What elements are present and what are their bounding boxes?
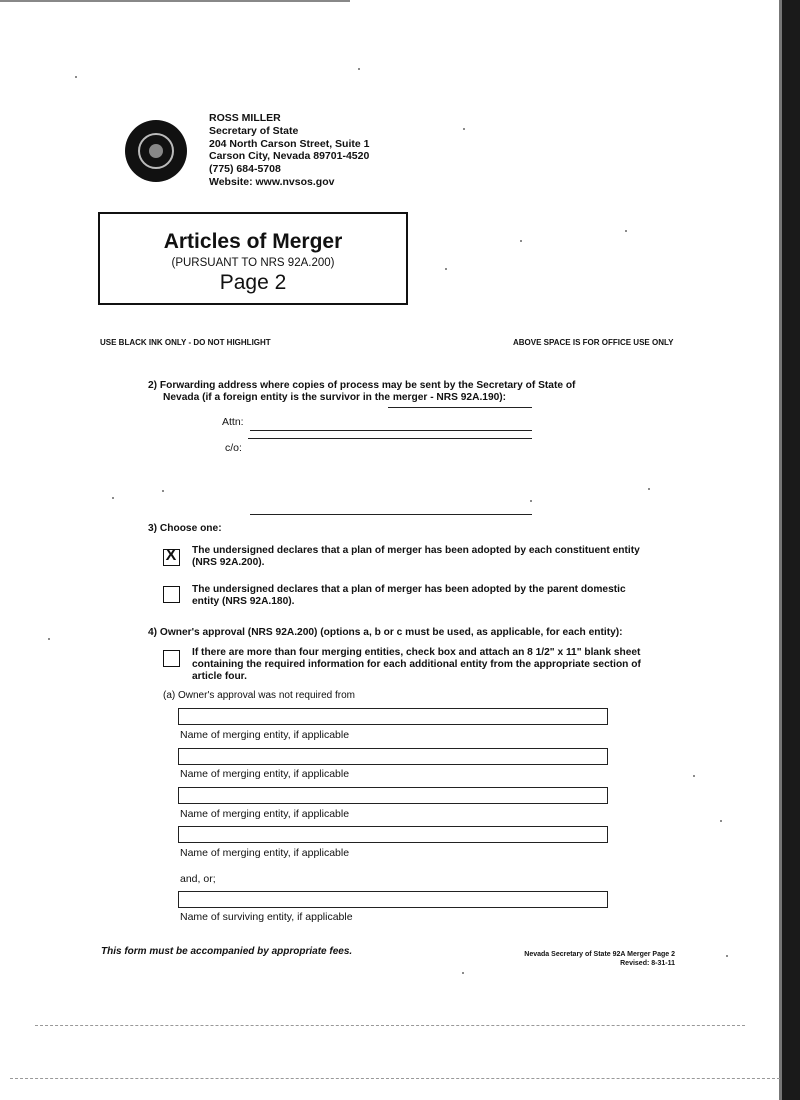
revised-date: Revised: 8-31-11 [620, 960, 675, 967]
attn-label: Attn: [222, 416, 244, 428]
scan-speck [648, 488, 650, 490]
scan-speck [693, 775, 695, 777]
merging-entity-field-2[interactable] [178, 748, 608, 765]
scan-speck [75, 76, 77, 78]
merging-entity-caption-2: Name of merging entity, if applicable [180, 768, 350, 780]
scan-speck [358, 68, 360, 70]
additional-entities-line-2: containing the required information for each additional entity from the appropriate section of [192, 659, 641, 670]
checkbox-x-mark: X [165, 547, 177, 564]
section-2-line-1: 2) Forwarding address where copies of process may be sent by the Secretary of State of [148, 380, 576, 391]
option-1-line-2: (NRS 92A.200). [192, 557, 265, 568]
form-subtitle: (PURSUANT TO NRS 92A.200) [171, 257, 335, 269]
merging-entity-caption-3: Name of merging entity, if applicable [180, 808, 350, 820]
scan-edge [782, 0, 800, 1100]
office-street: 204 North Carson Street, Suite 1 [209, 137, 370, 150]
merging-entity-caption-1: Name of merging entity, if applicable [180, 729, 350, 741]
scan-speck [112, 497, 114, 499]
option-2-line-1: The undersigned declares that a plan of merger has been adopted by the parent domestic [192, 584, 626, 595]
secretary-name: ROSS MILLER [209, 112, 281, 124]
merging-entity-caption-4: Name of merging entity, if applicable [180, 847, 350, 859]
rule [248, 438, 532, 439]
letterhead [209, 112, 369, 189]
office-phone: (775) 684-5708 [209, 163, 281, 176]
ink-note: USE BLACK INK ONLY - DO NOT HIGHLIGHT [100, 338, 271, 347]
surviving-entity-field[interactable] [178, 891, 608, 908]
scan-speck [162, 490, 164, 492]
additional-entities-line-1: If there are more than four merging entities, check box and attach an 8 1/2" x 11" blank sheet [192, 647, 641, 658]
scan-speck [625, 230, 627, 232]
form-title: Articles of Merger [163, 230, 343, 253]
merging-entity-field-1[interactable] [178, 708, 608, 725]
merging-entity-field-4[interactable] [178, 826, 608, 843]
owner-approval-a-label: (a) Owner's approval was not required from [163, 690, 355, 701]
scan-speck [530, 500, 532, 502]
office-use-note: ABOVE SPACE IS FOR OFFICE USE ONLY [513, 338, 674, 347]
additional-entities-checkbox[interactable] [163, 650, 180, 667]
co-address-field[interactable] [250, 442, 532, 515]
option-2-checkbox[interactable] [163, 586, 180, 603]
state-seal-icon [125, 120, 187, 182]
section-3-heading: 3) Choose one: [148, 523, 222, 534]
surviving-entity-caption: Name of surviving entity, if applicable [180, 911, 353, 923]
co-label: c/o: [225, 442, 242, 454]
scan-speck [463, 128, 465, 130]
scan-top-rule [0, 0, 350, 2]
form-id-text: Nevada Secretary of State 92A Merger Page 2 [524, 951, 675, 958]
and-or-label: and, or; [180, 873, 216, 885]
scan-noise-line [35, 1025, 745, 1027]
office-city: Carson City, Nevada 89701-4520 [209, 150, 370, 163]
title-box [98, 212, 408, 305]
merging-entity-field-3[interactable] [178, 787, 608, 804]
scan-speck [520, 240, 522, 242]
attn-field[interactable] [250, 416, 532, 431]
scan-speck [48, 638, 50, 640]
scan-speck [445, 268, 447, 270]
section-2-line-2: Nevada (if a foreign entity is the survivor in the merger - NRS 92A.190): [163, 392, 507, 403]
scan-noise-line [10, 1078, 780, 1080]
option-1-checkbox[interactable] [163, 549, 180, 566]
additional-entities-line-3: article four. [192, 671, 247, 682]
option-2-line-2: entity (NRS 92A.180). [192, 596, 295, 607]
form-page-number: Page 2 [219, 271, 287, 294]
scan-speck [462, 972, 464, 974]
option-1-line-1: The undersigned declares that a plan of merger has been adopted by each constituent entity [192, 545, 640, 556]
footer-form-id [420, 950, 675, 968]
scan-speck [720, 820, 722, 822]
rule [388, 407, 532, 408]
section-4-heading: 4) Owner's approval (NRS 92A.200) (options a, b or c must be used, as applicable, for each entity): [148, 627, 623, 638]
scan-speck [726, 955, 728, 957]
office-website: Website: www.nvsos.gov [209, 175, 335, 188]
office-title: Secretary of State [209, 124, 299, 137]
fees-note: This form must be accompanied by appropriate fees. [101, 946, 353, 957]
